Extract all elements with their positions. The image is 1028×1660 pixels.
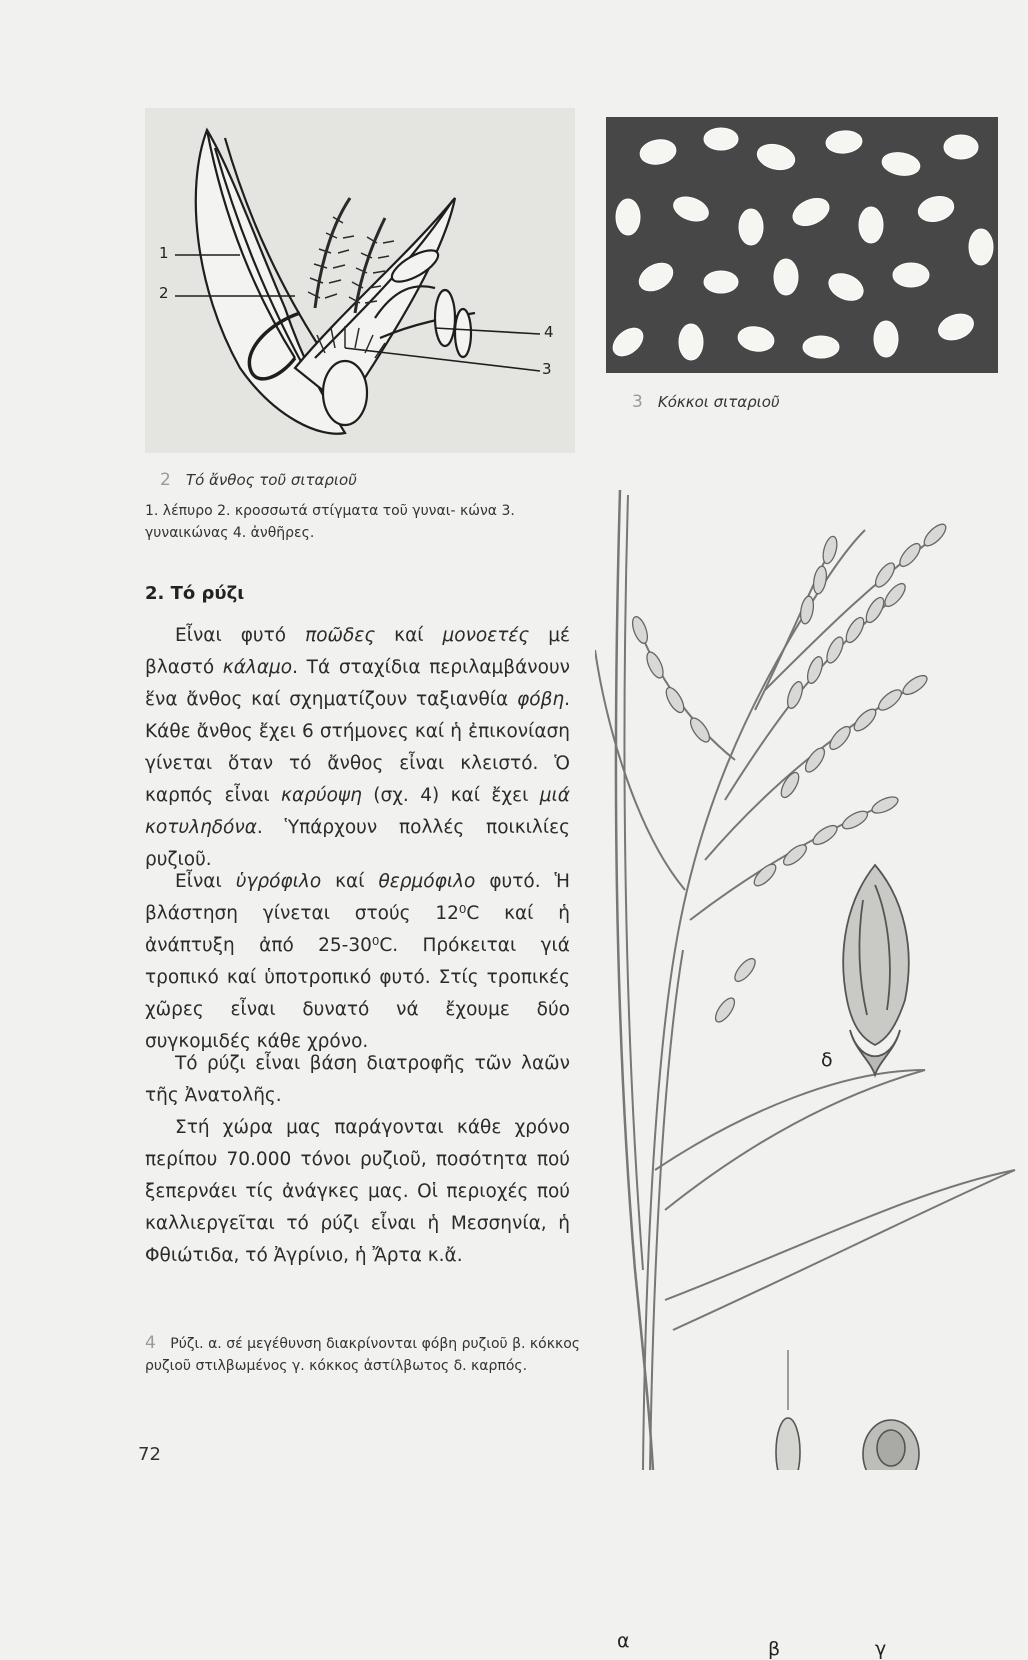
emphasized-term: θερμόφιλο [378,871,476,892]
emphasized-term: κάλαμο [222,657,293,678]
figure3-caption [632,392,780,412]
emphasized-term: καρύοψη [281,785,362,806]
figure4-label-alpha: α [617,1630,630,1652]
emphasized-term: φόβη [517,689,565,710]
figure4-number: 4 [145,1333,156,1353]
wheat-grains-photo [606,117,998,373]
wheat-flower-figure [145,108,575,453]
emphasized-term: ποῶδες [305,625,376,646]
text-run: . Κάθε ἄνθος ἔχει 6 στήμονες καί ἡ ἐπικονίαση γίνεται ὅταν τό ἄνθος εἶναι κλειστό. Ὁ καρπός εἶναι [145,689,570,806]
text-run: . Ὑπάρχουν πολλές ποικιλίες ρυζιοῦ. [145,817,570,870]
rice-plant-drawing [595,470,1028,1470]
figure3-title: Κόκκοι σιταριοῦ [657,393,780,411]
paragraph-4-text: Στή χώρα μας παράγονται κάθε χρόνο περίπου 70.000 τόνοι ρυζιοῦ, ποσότητα πού ξεπερνάει τίς ἀνάγκες μας. Οἱ περιοχές πού καλλιεργεῖται τό ρύζι εἶναι ἡ Μεσσηνία, ἡ Φθιώτιδα, τό Ἀγρίνιο, ἡ Ἄρτα κ.ἄ. [145,1117,570,1266]
figure2-label-3: 3 [542,360,552,378]
wheat-flower-drawing [145,108,575,453]
text-run: Εἶναι φυτό [175,625,306,646]
figure4-label-delta: δ [821,1049,833,1071]
text-run: Εἶναι [175,871,236,892]
figure2-legend: 1. λέπυρο 2. κροσσωτά στίγματα τοῦ γυναι- κώνα 3. γυναικώνας 4. ἀνθῆρες. [145,503,515,541]
text-run: μέ βλαστό [145,625,570,678]
paragraph-1 [145,620,570,876]
figure4-caption-text: Ρύζι. α. σέ μεγέθυνση διακρίνονται φόβη ρυζιοῦ β. κόκκος ρυζιοῦ στιλβωμένος γ. κόκκος ἀστίλβωτος δ. καρπός. [145,1336,581,1374]
wheat-grains-drawing [606,117,998,373]
text-run: . Τά σταχίδια περιλαμβάνουν ἕνα ἄνθος καί σχηματίζουν ταξιανθία [145,657,571,710]
figure2-label-1: 1 [159,244,169,262]
paragraph-4 [145,1112,570,1272]
figure3-number: 3 [632,392,643,412]
emphasized-term: μιά κοτυληδόνα [145,785,570,838]
text-run: φυτό. Ἡ βλάστηση γίνεται στούς 12⁰C καί ἡ ἀνάπτυξη ἀπό 25-30⁰C. Πρόκειται γιά τροπικό καί ὑποτροπικό φυτό. Στίς τροπικές χῶρες εἶναι δυνατό νά ἔχουμε δύο συγκομιδές κάθε χρόνο. [145,871,570,1052]
section-title: 2. Τό ρύζι [145,583,245,604]
paragraph-2-text [145,866,570,1058]
paragraph-3-text: Τό ρύζι εἶναι βάση διατροφῆς τῶν λαῶν τῆς Ἀνατολῆς. [145,1053,570,1106]
figure2-caption-title [160,470,357,490]
figure2-number: 2 [160,470,171,490]
figure4-label-beta: β [768,1638,781,1660]
paragraph-1-text [145,620,570,876]
emphasized-term: ὑγρόφιλο [235,871,322,892]
text-run: καί [321,871,379,892]
figure4-label-gamma: γ [875,1638,887,1660]
figure2-label-2: 2 [159,284,169,302]
figure2-label-4: 4 [544,323,554,341]
paragraph-2 [145,866,570,1058]
emphasized-term: μονοετές [442,625,530,646]
paragraph-3 [145,1048,570,1112]
page-number: 72 [138,1444,161,1465]
figure4-caption [145,1332,590,1377]
text-run: καί [375,625,443,646]
text-run: (σχ. 4) καί ἔχει [361,785,540,806]
rice-plant-figure [595,470,1028,1660]
figure2-title: Τό ἄνθος τοῦ σιταριοῦ [185,471,357,489]
